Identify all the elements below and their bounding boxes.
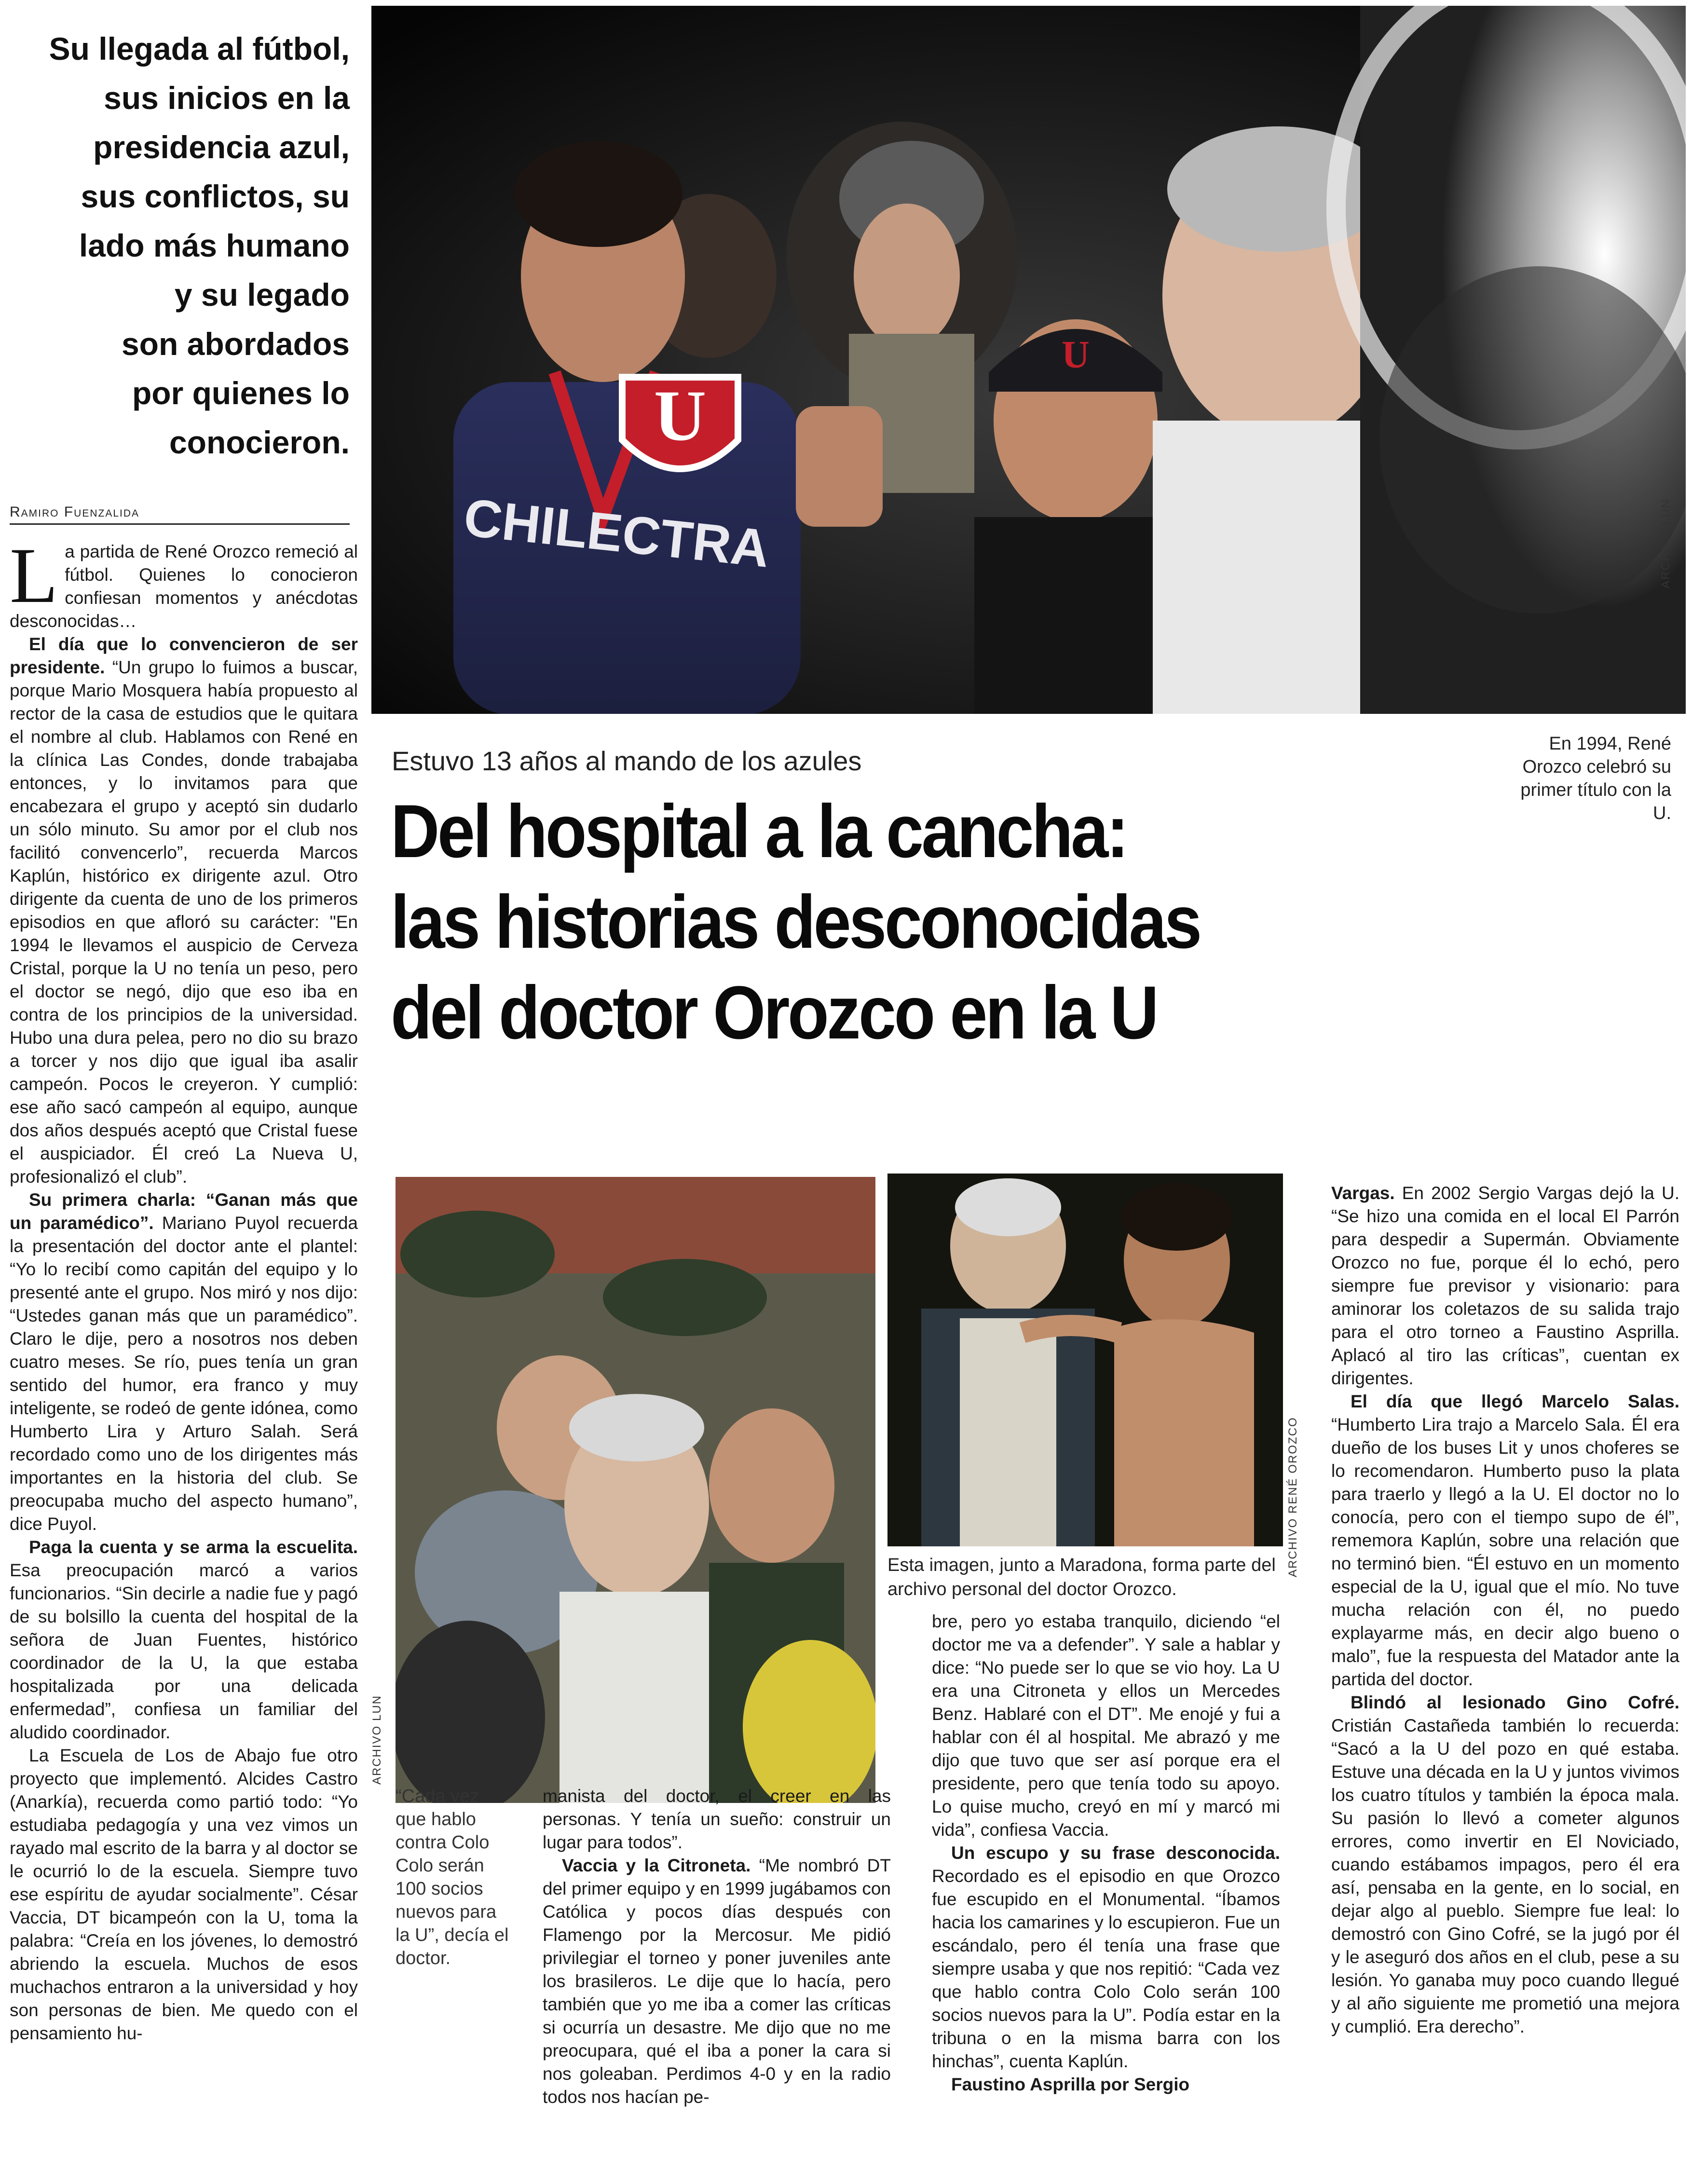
headline-line: Del hospital a la cancha:: [391, 790, 1127, 874]
byline: [10, 504, 350, 525]
maradona-photo: [887, 1174, 1283, 1546]
intro-line: Su llegada al fútbol,: [49, 31, 350, 67]
section-primera-charla: Su primera charla: “Ganan más que un paramédico”. Mariano Puyol recuerda la presentación del doctor ante el plantel: “Yo lo recibí como capitán del equipo y lo presenté ante el grupo. Nos miró y nos dijo: “Ustedes ganan más que un paramédico”. Claro le dije, pero a nosotros nos deben cuatro meses. Se río, pues tenía un gran sentido del humor, era franco y muy inteligente, se rodeó de gente idónea, como Humberto Lira y Arturo Salah. Será recordado como uno de los dirigentes más importantes en la historia del club. Se preocupaba mucho del aspecto humano”, dice Puyol.: [10, 1190, 358, 1534]
section-presidente: El día que lo convencieron de ser presidente. “Un grupo lo fuimos a buscar, porque Mario Mosquera había propuesto al rector de la casa de estudios que le quitara el nombre al club. Hablamos con René en la clínica Las Condes, donde trabajaba entonces, y lo invitamos para que encabezara el grupo y aceptó sin dudarlo un sólo minuto. Su amor por el club nos facilitó convencerlo”, recuerda Marcos Kaplún, histórico ex dirigente azul. Otro dirigente da cuenta de uno de los primeros episodios en que afloró su carácter: "En 1994 le llevamos el auspicio de Cerveza Cristal, porque la U no tenía un peso, pero el doctor se negó, dijo que eso iba en contra de los principios de la universidad. Hubo una dura pelea, pero no dio su brazo a torcer y nos dijo que igual iba asalir campeón. Pocos le creyeron. Y cumplió: ese año sacó campeón al equipo, aunque dos años después aceptó que Cristal fuese el auspiciador. Él creó La Nueva U, profesionalizó el club”.: [10, 634, 358, 1187]
headline: [391, 786, 1398, 1058]
author-name: Ramiro Fuenzalida: [10, 504, 140, 520]
intro-line: y su legado: [174, 277, 350, 313]
intro-line: conocieron.: [169, 424, 350, 460]
paragraph-continued: bre, pero yo estaba tranquilo, diciendo “el doctor me va a defender”. Y sale a hablar y dice: “No puede ser lo que se vio hoy. La U era una Citroneta y ellos un Mercedes Benz. Hablaré con el DT”. Me enojé y fui a hablar con él al hospital. Me abrazó y me dijo que tuvo que ser así porque era el presidente, pero que tenía todo su apoyo. Lo quise mucho, creyó en mí y marcó mi vida”, confiesa Vaccia.: [932, 1611, 1280, 1840]
paragraph-escuela: La Escuela de Los de Abajo fue otro proyecto que implementó. Alcides Castro (Anarkía), recuerda como partió todo: “Yo estudiaba pedagogía y una vez vimos un rayado mal escrito de la barra y al doctor se le ocurrió lo de la escuela. Siempre tuvo ese espíritu de ayudar socialmente”. César Vaccia, DT bicampeón con la U, toma la palabra: “Creía en los jóvenes, lo demostró abriendo la escuela. Muchos de esos muchachos entraron a la universidad y hoy son personas de bien. Me quedo con el pensamiento hu-: [10, 1746, 358, 2043]
intro-line: lado más humano: [79, 228, 350, 263]
subhead: Vaccia y la Citroneta.: [562, 1856, 751, 1875]
svg-text:U: U: [1062, 334, 1090, 376]
subhead: El día que lo convencieron de ser presidente.: [10, 634, 358, 677]
headline-line: las historias desconocidas: [391, 880, 1200, 964]
maradona-photo-caption: Esta imagen, junto a Maradona, forma parte del archivo personal del doctor Orozco.: [887, 1555, 1276, 1599]
subhead: Vargas.: [1331, 1183, 1395, 1203]
article-column-4: [1331, 1182, 1679, 2038]
jersey-logo: [622, 376, 738, 469]
main-photo-illustration: [371, 6, 1686, 714]
intro-summary: [10, 24, 350, 467]
intro-line: por quienes lo: [132, 375, 350, 411]
section-escupo: Un escupo y su frase desconocida. Recordado es el episodio en que Orozco fue escupido en el Monumental. “Íbamos hacia los camarines y lo escupieron. Fue un escándalo, pero él tenía una frase que siempre usaba y que nos repitió: “Cada vez que hablo contra Colo Colo serán 100 socios nuevos para la U”. Podía estar en la tribuna o en la misma barra con los hinchas”, cuenta Kaplún.: [932, 1843, 1280, 2071]
crowd-photo: [396, 1177, 875, 1803]
subhead: Blindó al lesionado Gino Cofré.: [1351, 1693, 1679, 1712]
jersey-sponsor: CHILECTRA: [461, 487, 772, 579]
maradona-photo-credit: ARCHIVO RENÉ OROZCO: [1286, 1417, 1299, 1577]
drop-cap: L: [10, 532, 58, 619]
subhead: Faustino Asprilla por Sergio: [951, 2075, 1190, 2094]
jersey-letter: U: [654, 376, 707, 456]
article-column-3: [932, 1610, 1280, 2096]
section-escuelita: Paga la cuenta y se arma la escuelita. Esa preocupación marcó a varios funcionarios. “Sin decirle a nadie fue y pagó de su bolsillo la cuenta del hospital de la señora de Juan Fuentes, histórico coordinador de la U, la que estaba hospitalizada por una delicada enfermedad”, confiesa un familiar del aludido coordinador.: [10, 1537, 358, 1742]
main-photo-caption: En 1994, René Orozco celebró su primer título con la U.: [1520, 734, 1671, 823]
crowd-photo-illustration: [396, 1177, 875, 1803]
section-cofre: Blindó al lesionado Gino Cofré. Cristián Castañeda también lo recuerda: “Sacó a la U del pozo en qué estaba. Estuve una década en la U y juntos vivimos los cuatro títulos y también la época mala. Su pasión lo llevó a cometer algunos errores, como invertir en El Noviciado, cuando estábamos impagos, pero él era así, pensaba en la gente, en lo social, en dejar algo al pueblo. Siempre fue leal: lo demostró con Gino Cofré, se la jugó por él y le aseguró dos años en el club, pese a su lesión. Yo ganaba muy poco cuando llegué y al año siguiente me prometió una mejora y cumplió. Era derecho”.: [1331, 1693, 1679, 2036]
subhead: Un escupo y su frase desconocida.: [951, 1843, 1280, 1863]
paragraph-continued: manista del doctor, el creer en las personas. Y tenía un sueño: construir un lugar para todos”.: [543, 1786, 891, 1852]
subhead: El día que llegó Marcelo Salas.: [1351, 1392, 1679, 1411]
intro-line: sus inicios en la: [104, 80, 350, 116]
intro-line: sus conflictos, su: [81, 178, 350, 214]
section-asprilla-head: [932, 2073, 1280, 2096]
lead-paragraph: La partida de René Orozco remeció al fútbol. Quienes lo conocieron confiesan momentos y anécdotas desconocidas…: [10, 532, 358, 631]
article-column-1: [10, 532, 358, 2045]
intro-line: presidencia azul,: [93, 129, 350, 165]
section-salas: El día que llegó Marcelo Salas. “Humberto Lira trajo a Marcelo Sala. Él era dueño de los buses Lit y unos choferes se lo recomendaron. Humberto puso la plata para traerlo y llegó a la U. El doctor no lo conocía, pero con el tiempo supo de él”, rememora Kaplún, sobre una relación que no terminó bien. “Él estuvo en un momento especial de la U, igual que el mío. No tuve mucha relación con él, no puedo explayarme más, en decir algo bueno o malo”, fue la respuesta del Matador ante la partida del doctor.: [1331, 1392, 1679, 1689]
article-column-2: [543, 1785, 891, 2109]
intro-line: son abordados: [121, 326, 350, 362]
kicker: Estuvo 13 años al mando de los azules: [392, 746, 862, 776]
section-citroneta: Vaccia y la Citroneta. “Me nombró DT del primer equipo y en 1999 jugábamos con Católica y pocos días después con Flamengo por la Mercosur. Me pidió privilegiar el torneo y poner juveniles ante los brasileros. Le dije que lo hacía, pero también que yo me iba a comer las críticas si ocurría un desastre. Me dijo que no me preocupara, qué el iba a poner la cara si nos goleaban. Perdimos 4-0 y en la radio todos nos hacían pe-: [543, 1856, 891, 2107]
subhead: Paga la cuenta y se arma la escuelita.: [29, 1537, 358, 1557]
main-photo-credit: ARCHIVO LUN: [1659, 498, 1672, 588]
main-photo: [371, 6, 1686, 714]
crowd-photo-credit: ARCHIVO LUN: [370, 1694, 383, 1785]
pull-quote: “Cada vez que hablo contra Colo Colo serán 100 socios nuevos para la U”, decía el doctor.: [396, 1786, 509, 1968]
headline-line: del doctor Orozco en la U: [391, 971, 1157, 1055]
maradona-photo-illustration: [887, 1174, 1283, 1546]
subhead: Su primera charla: “Ganan más que un paramédico”.: [10, 1190, 358, 1233]
section-asprilla: Vargas. En 2002 Sergio Vargas dejó la U. “Se hizo una comida en el local El Parrón para despedir a Supermán. Obviamente Orozco no fue, porque él lo echó, pero siempre fue previsor y visionario: para aminorar los coletazos de su salida trajo para el otro torneo a Faustino Asprilla. Aplacó al tiro las críticas”, cuentan ex dirigentes.: [1331, 1183, 1679, 1388]
